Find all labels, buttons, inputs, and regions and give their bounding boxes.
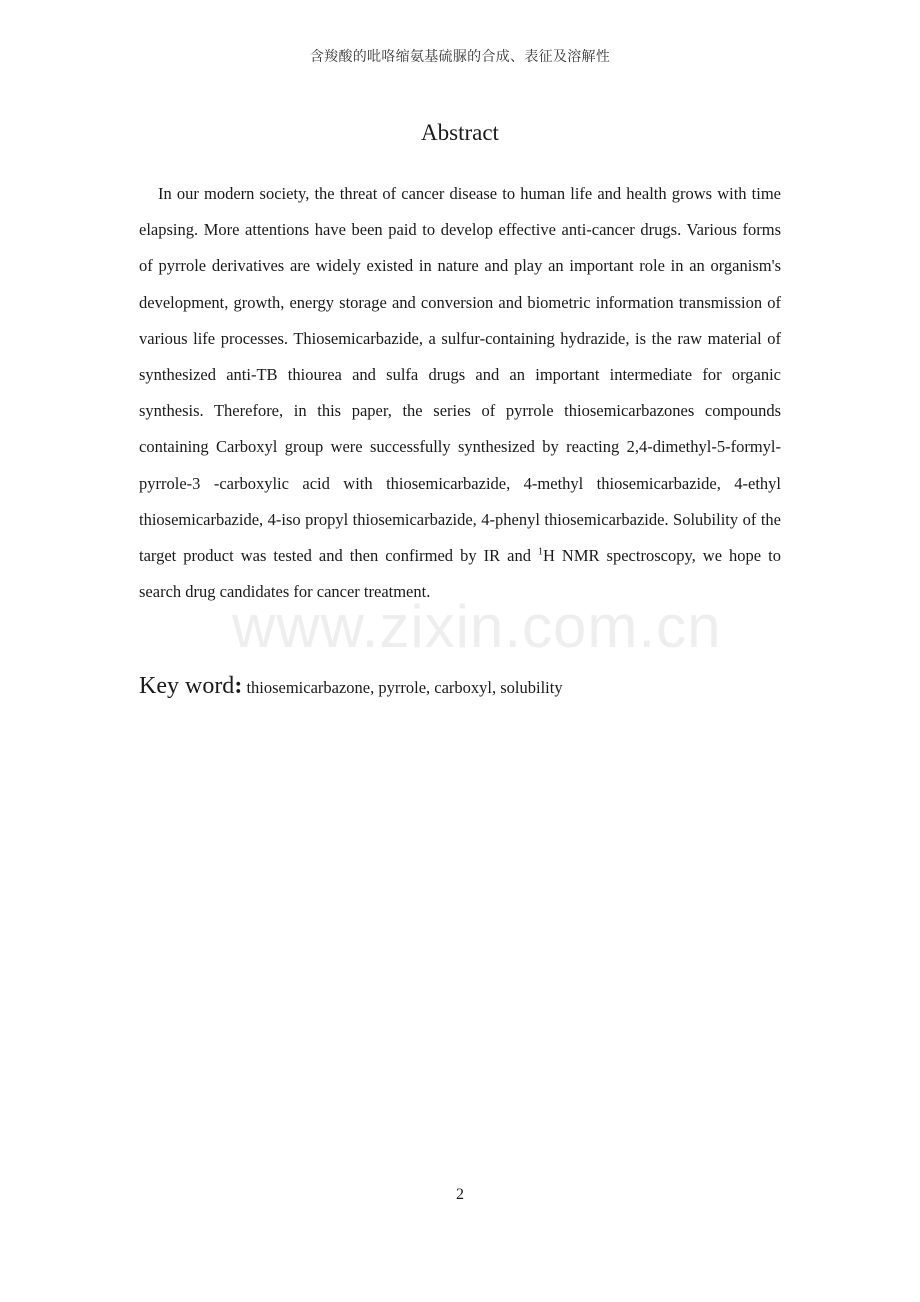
page-number: 2 [456, 1186, 464, 1203]
superscript-one: 1 [537, 546, 543, 558]
keywords-label: Key word [139, 673, 235, 699]
page-title: Abstract [421, 120, 499, 145]
watermark: www.zixin.com.cn [232, 593, 722, 660]
keywords-line [139, 669, 781, 706]
abstract-text-part-2: H NMR spectroscopy, we hope to search drug candidates for cancer treatment. [139, 546, 781, 602]
running-header: 含羧酸的吡咯缩氨基硫脲的合成、表征及溶解性 [309, 49, 611, 65]
abstract-paragraph [139, 176, 781, 610]
abstract-text-part-1: In our modern society, the threat of cancer disease to human life and health grows with time elapsing. More attentions have been paid to develop effective anti-cancer drugs. Various forms of pyrrole derivatives are widely existed in nature and play an important role in an organism's development, growth, energy storage and conversion and biometric information transmission of various life processes. Thiosemicarbazide, a sulfur-containing hydrazide, is the raw material of synthesized anti-TB thiourea and sulfa drugs and an important intermediate for organic synthesis. Therefore, in this paper, the series of pyrrole thiosemicarbazones compounds containing Carboxyl group were successfully synthesized by reacting 2,4-dimethyl-5-formyl-pyrrole-3 -carboxylic acid with thiosemicarbazide, 4-methyl thiosemicarbazide, 4-ethyl thiosemicarbazide, 4-iso propyl thiosemicarbazide, 4-phenyl thiosemicarbazide. Solubility of the target product was tested and then confirmed by IR and [139, 184, 781, 566]
keywords-list: thiosemicarbazone, pyrrole, carboxyl, solubility [242, 678, 563, 697]
keywords-colon: : [234, 673, 243, 699]
